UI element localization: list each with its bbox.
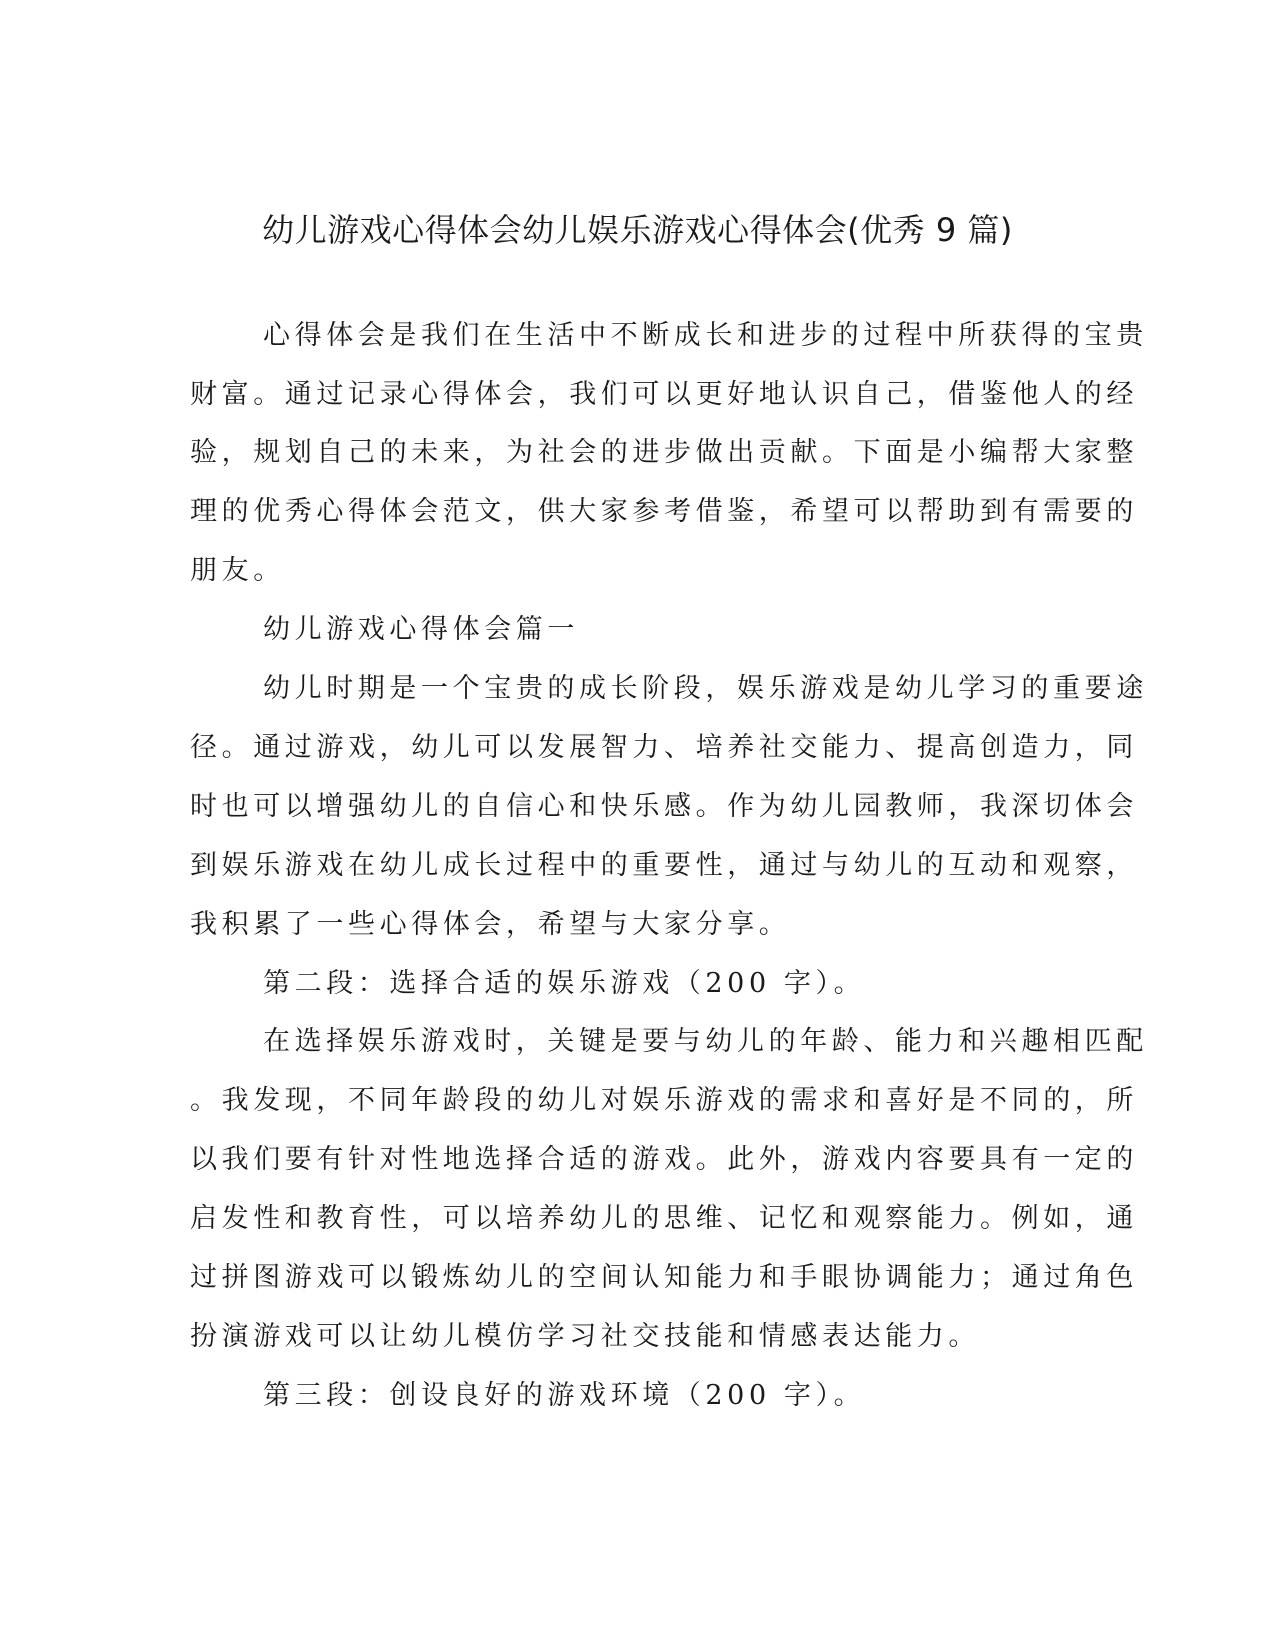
paragraph-line: 在选择娱乐游戏时，关键是要与幼儿的年龄、能力和兴趣相匹配 <box>263 1026 1148 1057</box>
paragraph-line: 幼儿时期是一个宝贵的成长阶段，娱乐游戏是幼儿学习的重要途 <box>263 673 1148 704</box>
section-heading: 第三段：创设良好的游戏环境（200 字）。 <box>263 1380 866 1411</box>
paragraph-line: 启发性和教育性，可以培养幼儿的思维、记忆和观察能力。例如，通 <box>190 1203 1138 1234</box>
section-heading: 第二段：选择合适的娱乐游戏（200 字）。 <box>263 968 866 999</box>
paragraph-line: 理的优秀心得体会范文，供大家参考借鉴，希望可以帮助到有需要的 <box>190 496 1138 527</box>
paragraph-line: 我积累了一些心得体会，希望与大家分享。 <box>190 909 791 940</box>
paragraph-line: 朋友。 <box>190 555 285 586</box>
paragraph-line: 。我发现，不同年龄段的幼儿对娱乐游戏的需求和喜好是不同的，所 <box>190 1085 1138 1116</box>
section-heading: 幼儿游戏心得体会篇一 <box>263 614 579 645</box>
paragraph-line: 验，规划自己的未来，为社会的进步做出贡献。下面是小编帮大家整 <box>190 437 1138 468</box>
paragraph-line: 到娱乐游戏在幼儿成长过程中的重要性，通过与幼儿的互动和观察， <box>190 850 1138 881</box>
paragraph-line: 财富。通过记录心得体会，我们可以更好地认识自己，借鉴他人的经 <box>190 379 1138 410</box>
paragraph-line: 时也可以增强幼儿的自信心和快乐感。作为幼儿园教师，我深切体会 <box>190 791 1138 822</box>
paragraph-line: 以我们要有针对性地选择合适的游戏。此外，游戏内容要具有一定的 <box>190 1144 1138 1175</box>
paragraph-line: 过拼图游戏可以锻炼幼儿的空间认知能力和手眼协调能力；通过角色 <box>190 1262 1138 1293</box>
document-title: 幼儿游戏心得体会幼儿娱乐游戏心得体会(优秀 9 篇) <box>262 211 1013 249</box>
paragraph-line: 心得体会是我们在生活中不断成长和进步的过程中所获得的宝贵 <box>263 320 1148 351</box>
paragraph-line: 扮演游戏可以让幼儿模仿学习社交技能和情感表达能力。 <box>190 1321 980 1352</box>
paragraph-line: 径。通过游戏，幼儿可以发展智力、培养社交能力、提高创造力，同 <box>190 732 1138 763</box>
